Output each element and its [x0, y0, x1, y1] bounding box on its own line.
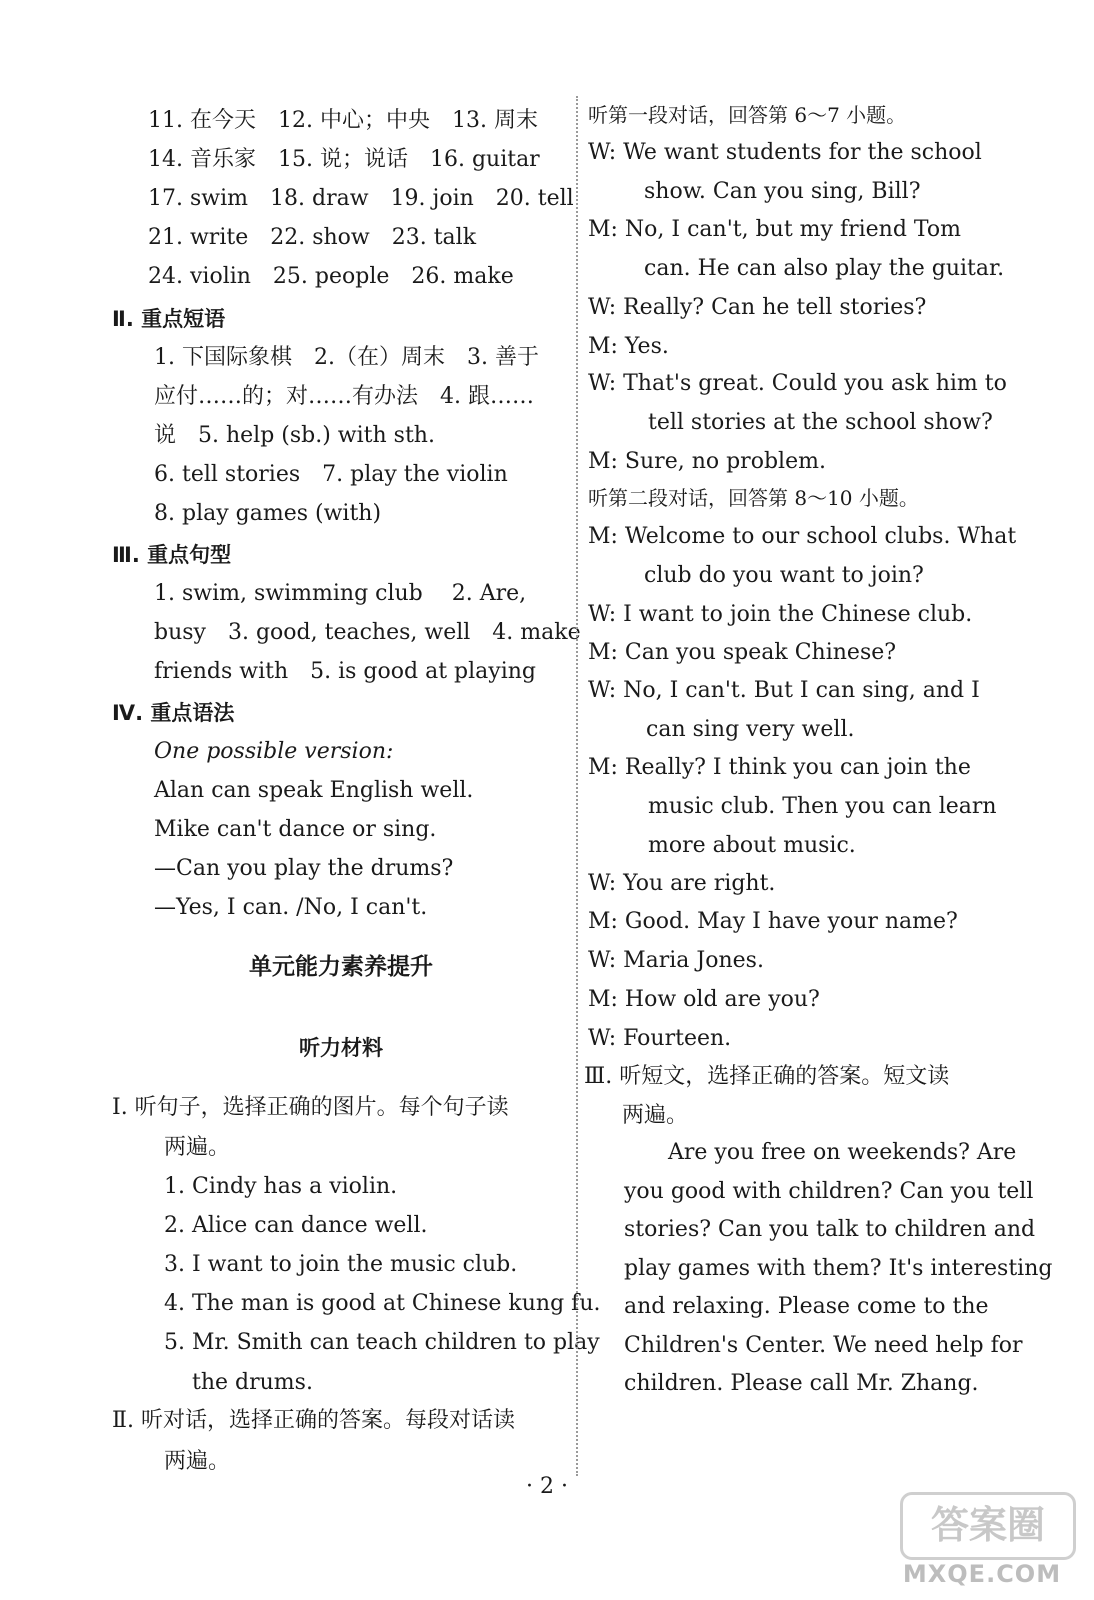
section-title-phrases: Ⅱ. 重点短语 — [112, 307, 226, 331]
listening-heading: 听力材料 — [299, 1036, 383, 1060]
grammar-line: —Yes, I can. /No, I can't. — [154, 895, 428, 920]
passage-line: and relaxing. Please come to the — [624, 1294, 989, 1319]
passage-line: children. Please call Mr. Zhang. — [624, 1371, 979, 1396]
part1-item: 5. Mr. Smith can teach children to play — [164, 1330, 600, 1355]
vocab-line: 24. violin 25. people 26. make — [148, 264, 514, 289]
dialogue-line: M: How old are you? — [588, 987, 820, 1012]
part3-title-cont: 两遍。 — [622, 1103, 689, 1128]
dialogue-line: W: Really? Can he tell stories? — [588, 295, 927, 320]
dialogue-line: can sing very well. — [646, 717, 855, 742]
phrase-line: 8. play games (with) — [154, 501, 382, 526]
grammar-line: Mike can't dance or sing. — [154, 817, 437, 842]
section-title-sentences: Ⅲ. 重点句型 — [112, 543, 232, 567]
vocab-line: 14. 音乐家 15. 说；说话 16. guitar — [148, 147, 540, 172]
passage-line: Are you free on weekends? Are — [668, 1140, 1017, 1165]
dialogue-line: M: No, I can't, but my friend Tom — [588, 217, 961, 242]
part1-item: 2. Alice can dance well. — [164, 1213, 428, 1238]
phrase-line: 6. tell stories 7. play the violin — [154, 462, 508, 487]
dialogue-line: M: Sure, no problem. — [588, 449, 826, 474]
dialogue-line: W: Maria Jones. — [588, 948, 764, 973]
grammar-label: One possible version: — [154, 739, 394, 764]
vocab-line: 21. write 22. show 23. talk — [148, 225, 477, 250]
part1-title-cont: 两遍。 — [164, 1135, 231, 1160]
phrase-line: 应付……的；对……有办法 4. 跟…… — [154, 384, 534, 409]
unit-heading: 单元能力素养提升 — [249, 954, 433, 980]
dialogue-line: club do you want to join? — [644, 563, 924, 588]
dialogue1-title: 听第一段对话，回答第 6～7 小题。 — [588, 103, 907, 127]
part1-item: 4. The man is good at Chinese kung fu. — [164, 1291, 601, 1316]
dialogue-line: tell stories at the school show? — [648, 410, 993, 435]
sentence-line: 1. swim, swimming club 2. Are, — [154, 581, 527, 606]
watermark-logo: 答案圈 — [900, 1492, 1076, 1560]
passage-line: stories? Can you talk to children and — [624, 1217, 1036, 1242]
column-divider — [576, 96, 578, 1476]
passage-line: play games with them? It's interesting — [624, 1256, 1053, 1281]
page-number: · 2 · — [526, 1474, 568, 1499]
part2-title-cont: 两遍。 — [164, 1449, 231, 1474]
dialogue-line: W: I want to join the Chinese club. — [588, 602, 973, 627]
part1-item: 3. I want to join the music club. — [164, 1252, 518, 1277]
part1-item: 1. Cindy has a violin. — [164, 1174, 398, 1199]
dialogue-line: W: No, I can't. But I can sing, and I — [588, 678, 980, 703]
passage-line: you good with children? Can you tell — [624, 1179, 1034, 1204]
sentence-line: friends with 5. is good at playing — [154, 659, 536, 684]
dialogue-line: M: Welcome to our school clubs. What — [588, 524, 1017, 549]
watermark-site-text: MXQE.COM — [902, 1560, 1062, 1588]
part2-title: Ⅱ. 听对话，选择正确的答案。每段对话读 — [112, 1408, 515, 1433]
dialogue-line: W: That's great. Could you ask him to — [588, 371, 1007, 396]
dialogue-line: W: Fourteen. — [588, 1026, 732, 1051]
dialogue-line: W: We want students for the school — [588, 140, 982, 165]
vocab-line: 17. swim 18. draw 19. join 20. tell — [148, 186, 574, 211]
part1-item-cont: the drums. — [192, 1370, 313, 1395]
phrase-line: 1. 下国际象棋 2.（在）周末 3. 善于 — [154, 345, 539, 370]
watermark — [890, 1492, 1074, 1592]
dialogue-line: more about music. — [648, 833, 856, 858]
dialogue-line: M: Good. May I have your name? — [588, 909, 958, 934]
dialogue-line: can. He can also play the guitar. — [644, 256, 1005, 281]
grammar-line: —Can you play the drums? — [154, 856, 454, 881]
sentence-line: busy 3. good, teaches, well 4. make — [154, 620, 581, 645]
dialogue-line: music club. Then you can learn — [648, 794, 997, 819]
part1-title: Ⅰ. 听句子，选择正确的图片。每个句子读 — [112, 1095, 509, 1120]
vocab-line: 11. 在今天 12. 中心；中央 13. 周末 — [148, 108, 538, 133]
part3-title: Ⅲ. 听短文，选择正确的答案。短文读 — [584, 1064, 950, 1089]
dialogue-line: M: Can you speak Chinese? — [588, 640, 897, 665]
phrase-line: 说 5. help (sb.) with sth. — [154, 423, 435, 448]
grammar-line: Alan can speak English well. — [154, 778, 474, 803]
dialogue-line: W: You are right. — [588, 871, 776, 896]
dialogue-line: M: Really? I think you can join the — [588, 755, 971, 780]
dialogue-line: show. Can you sing, Bill? — [644, 179, 921, 204]
passage-line: Children's Center. We need help for — [624, 1333, 1023, 1358]
dialogue-line: M: Yes. — [588, 334, 669, 359]
section-title-grammar: Ⅳ. 重点语法 — [112, 701, 235, 725]
dialogue2-title: 听第二段对话，回答第 8～10 小题。 — [588, 486, 919, 510]
